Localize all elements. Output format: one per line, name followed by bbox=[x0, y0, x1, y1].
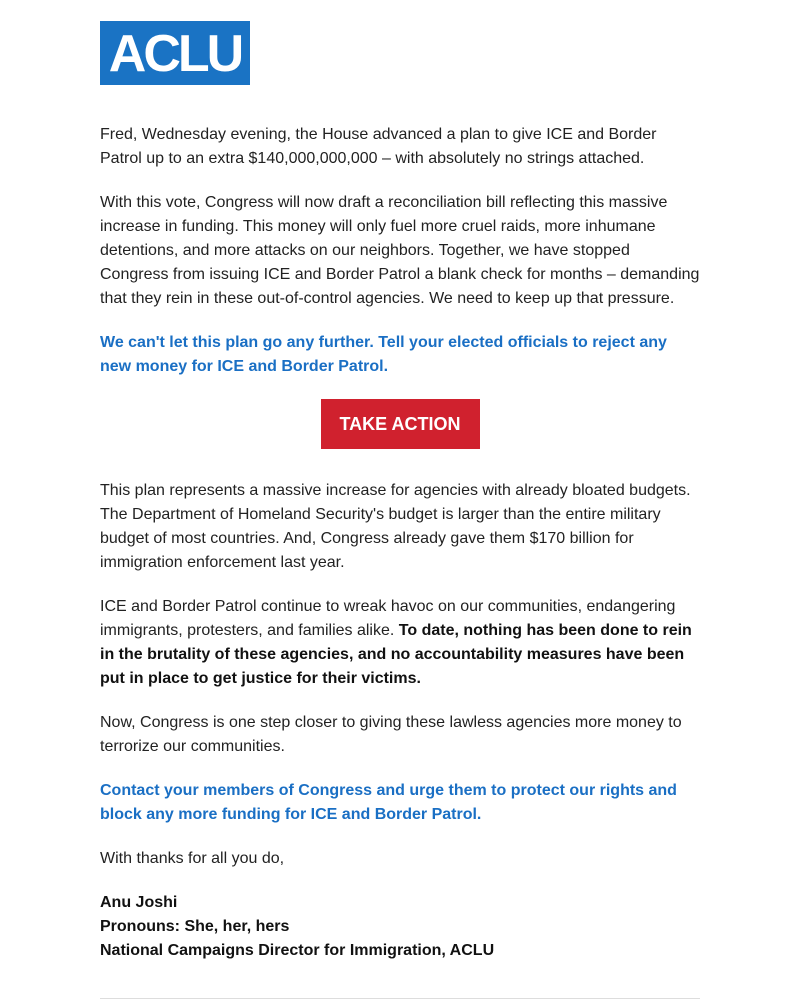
take-action-button[interactable]: TAKE ACTION bbox=[321, 399, 480, 449]
tell-officials-link[interactable]: We can't let this plan go any further. Tell your elected officials to reject any new money for ICE and Border Patrol. bbox=[100, 334, 667, 375]
logo-text: ACLU bbox=[108, 25, 242, 83]
budget-paragraph: This plan represents a massive increase for agencies with already bloated budgets. The Department of Homeland Security's budget is larger than the entire military budget of most countries. And, Congress already gave them $170 billion for immigration enforcement last year. bbox=[100, 482, 691, 571]
signature-block bbox=[100, 891, 700, 963]
footer-divider bbox=[100, 998, 700, 999]
signature-name: Anu Joshi bbox=[100, 894, 178, 911]
congress-step-paragraph: Now, Congress is one step closer to giving these lawless agencies more money to terrorize our communities. bbox=[100, 714, 682, 755]
signature-title: National Campaigns Director for Immigration, ACLU bbox=[100, 942, 495, 959]
intro-paragraph: Fred, Wednesday evening, the House advanced a plan to give ICE and Border Patrol up to an extra $140,000,000,000 – with absolutely no strings attached. bbox=[100, 126, 657, 167]
closing-line: With thanks for all you do, bbox=[100, 850, 285, 867]
email-content bbox=[100, 123, 700, 963]
vote-paragraph: With this vote, Congress will now draft a reconciliation bill reflecting this massive increase in funding. This money will only fuel more cruel raids, more inhumane detentions, and more attacks on our neighbors. Together, we have stopped Congress from issuing ICE and Border Patrol a blank check for months – demanding that they rein in these out-of-control agencies. We need to keep up that pressure. bbox=[100, 194, 700, 307]
signature-pronouns: Pronouns: She, her, hers bbox=[100, 918, 290, 935]
contact-congress-link[interactable]: Contact your members of Congress and urge them to protect our rights and block any more funding for ICE and Border Patrol. bbox=[100, 782, 677, 823]
cta-wrapper bbox=[100, 399, 700, 449]
havoc-bold-text: To date, nothing has been done to rein in the brutality of these agencies, and no accountability measures have been put in place to get justice for their victims. bbox=[100, 622, 692, 687]
havoc-plain-text: ICE and Border Patrol continue to wreak havoc on our communities, endangering immigrants, protesters, and families alike. bbox=[100, 598, 676, 639]
havoc-paragraph bbox=[100, 595, 700, 691]
aclu-logo[interactable] bbox=[100, 21, 250, 85]
